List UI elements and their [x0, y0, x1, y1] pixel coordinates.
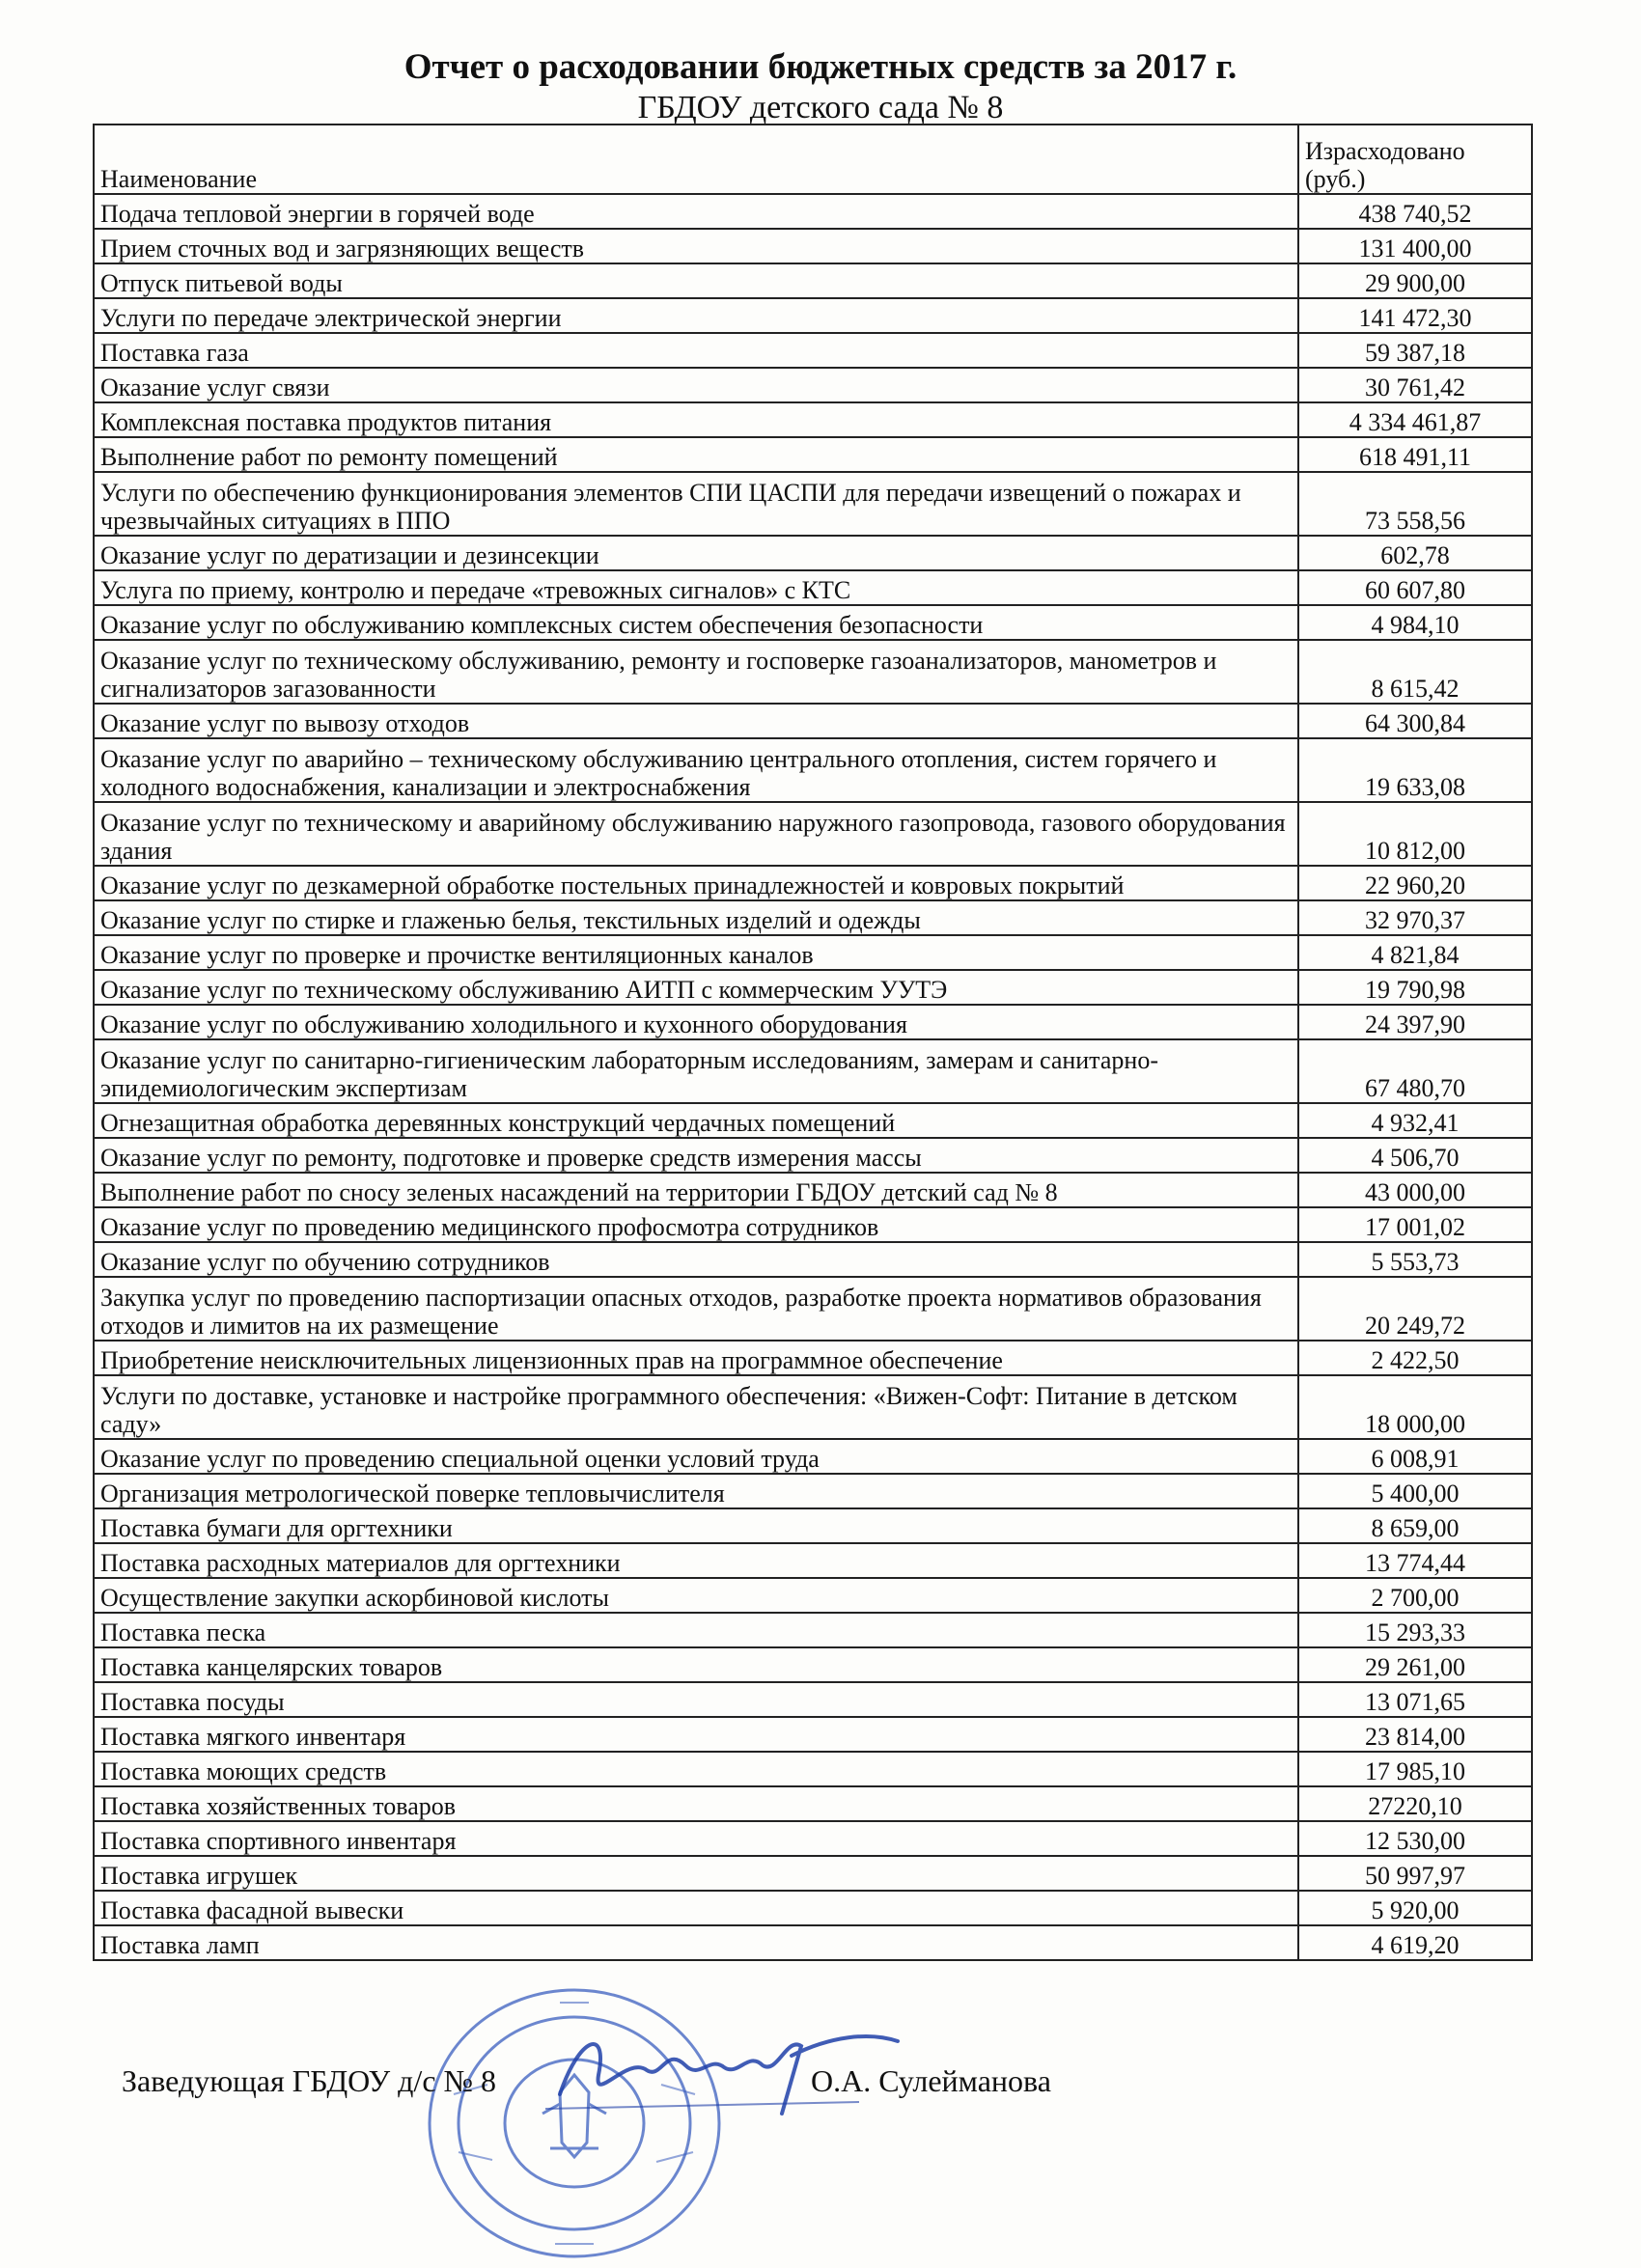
- expense-amount: 4 932,41: [1298, 1103, 1532, 1138]
- expense-amount: 13 071,65: [1298, 1682, 1532, 1717]
- expense-name: Поставка моющих средств: [94, 1752, 1298, 1786]
- expense-name: Оказание услуг по санитарно-гигиеническим лабораторным исследованиям, замерам и санитарно-эпидемиологическим экспертизам: [94, 1039, 1298, 1103]
- table-row: [94, 935, 1532, 970]
- expense-name: Поставка бумаги для оргтехники: [94, 1508, 1298, 1543]
- expense-amount: 131 400,00: [1298, 229, 1532, 263]
- table-row: [94, 1786, 1532, 1821]
- table-row: [94, 1277, 1532, 1341]
- table-row: [94, 194, 1532, 229]
- table-row: [94, 1173, 1532, 1207]
- table-row: [94, 298, 1532, 333]
- expense-name: Оказание услуг по техническому обслуживанию, ремонту и госповерке газоанализаторов, манометров и сигнализаторов загазованности: [94, 640, 1298, 704]
- signatory-name: О.А. Сулейманова: [811, 2063, 1051, 2098]
- expense-name: Оказание услуг по аварийно – техническому обслуживанию центрального отопления, систем горячего и холодного водоснабжения, канализации и электроснабжения: [94, 738, 1298, 802]
- table-row: [94, 570, 1532, 605]
- table-row: [94, 472, 1532, 536]
- table-row: [94, 1242, 1532, 1277]
- expense-amount: 618 491,11: [1298, 437, 1532, 472]
- expense-amount: 24 397,90: [1298, 1005, 1532, 1039]
- table-row: [94, 1682, 1532, 1717]
- table-row: [94, 1821, 1532, 1856]
- table-row: [94, 866, 1532, 900]
- expense-name: Оказание услуг по ремонту, подготовке и проверке средств измерения массы: [94, 1138, 1298, 1173]
- expense-amount: 5 553,73: [1298, 1242, 1532, 1277]
- expense-amount: 50 997,97: [1298, 1856, 1532, 1891]
- table-row: [94, 229, 1532, 263]
- table-row: [94, 1508, 1532, 1543]
- expense-amount: 29 261,00: [1298, 1647, 1532, 1682]
- expense-amount: 8 659,00: [1298, 1508, 1532, 1543]
- expense-amount: 4 821,84: [1298, 935, 1532, 970]
- expense-name: Поставка расходных материалов для оргтехники: [94, 1543, 1298, 1578]
- expense-name: Оказание услуг по обслуживанию холодильного и кухонного оборудования: [94, 1005, 1298, 1039]
- table-row: [94, 1647, 1532, 1682]
- table-row: [94, 640, 1532, 704]
- expense-name: Поставка спортивного инвентаря: [94, 1821, 1298, 1856]
- expense-name: Осуществление закупки аскорбиновой кислоты: [94, 1578, 1298, 1613]
- expense-name: Оказание услуг по проверке и прочистке вентиляционных каналов: [94, 935, 1298, 970]
- expense-name: Комплексная поставка продуктов питания: [94, 402, 1298, 437]
- table-row: [94, 738, 1532, 802]
- table-row: [94, 1717, 1532, 1752]
- expense-amount: 2 422,50: [1298, 1341, 1532, 1375]
- expense-name: Выполнение работ по сносу зеленых насаждений на территории ГБДОУ детский сад № 8: [94, 1173, 1298, 1207]
- expense-name: Оказание услуг по дератизации и дезинсекции: [94, 536, 1298, 570]
- expense-table: [93, 124, 1533, 1961]
- expense-name: Поставка фасадной вывески: [94, 1891, 1298, 1925]
- expense-amount: 64 300,84: [1298, 704, 1532, 738]
- expense-name: Оказание услуг связи: [94, 368, 1298, 402]
- expense-name: Оказание услуг по вывозу отходов: [94, 704, 1298, 738]
- expense-amount: 6 008,91: [1298, 1439, 1532, 1474]
- expense-amount: 10 812,00: [1298, 802, 1532, 866]
- table-row: [94, 605, 1532, 640]
- expense-amount: 5 920,00: [1298, 1891, 1532, 1925]
- expense-amount: 2 700,00: [1298, 1578, 1532, 1613]
- table-row: [94, 1103, 1532, 1138]
- expense-amount: 73 558,56: [1298, 472, 1532, 536]
- expense-name: Поставка канцелярских товаров: [94, 1647, 1298, 1682]
- expense-amount: 67 480,70: [1298, 1039, 1532, 1103]
- column-header-amount: Израсходовано (руб.): [1298, 124, 1532, 194]
- table-row: [94, 900, 1532, 935]
- table-row: [94, 970, 1532, 1005]
- expense-amount: 141 472,30: [1298, 298, 1532, 333]
- table-row: [94, 1005, 1532, 1039]
- expense-amount: 4 506,70: [1298, 1138, 1532, 1173]
- expense-amount: 19 633,08: [1298, 738, 1532, 802]
- table-row: [94, 333, 1532, 368]
- expense-name: Оказание услуг по дезкамерной обработке постельных принадлежностей и ковровых покрытий: [94, 866, 1298, 900]
- expense-amount: 27220,10: [1298, 1786, 1532, 1821]
- expense-amount: 4 984,10: [1298, 605, 1532, 640]
- expense-name: Поставка мягкого инвентаря: [94, 1717, 1298, 1752]
- table-row: [94, 437, 1532, 472]
- expense-amount: 4 619,20: [1298, 1925, 1532, 1960]
- expense-name: Оказание услуг по проведению специальной оценки условий труда: [94, 1439, 1298, 1474]
- table-row: [94, 1925, 1532, 1960]
- expense-amount: 17 001,02: [1298, 1207, 1532, 1242]
- column-header-name: Наименование: [94, 124, 1298, 194]
- expense-name: Услуги по доставке, установке и настройке программного обеспечения: «Вижен-Софт: Питание в детском саду»: [94, 1375, 1298, 1439]
- expense-amount: 60 607,80: [1298, 570, 1532, 605]
- expense-amount: 15 293,33: [1298, 1613, 1532, 1647]
- table-row: [94, 1891, 1532, 1925]
- expense-name: Выполнение работ по ремонту помещений: [94, 437, 1298, 472]
- expense-amount: 23 814,00: [1298, 1717, 1532, 1752]
- table-row: [94, 536, 1532, 570]
- table-row: [94, 1439, 1532, 1474]
- expense-amount: 22 960,20: [1298, 866, 1532, 900]
- expense-name: Оказание услуг по техническому и аварийному обслуживанию наружного газопровода, газового оборудования здания: [94, 802, 1298, 866]
- expense-amount: 13 774,44: [1298, 1543, 1532, 1578]
- table-row: [94, 1543, 1532, 1578]
- expense-amount: 19 790,98: [1298, 970, 1532, 1005]
- expense-name: Организация метрологической поверке тепловычислителя: [94, 1474, 1298, 1508]
- table-row: [94, 368, 1532, 402]
- expense-name: Поставка песка: [94, 1613, 1298, 1647]
- table-row: [94, 1138, 1532, 1173]
- expense-name: Услуги по обеспечению функционирования элементов СПИ ЦАСПИ для передачи извещений о пожарах и чрезвычайных ситуациях в ППО: [94, 472, 1298, 536]
- expense-amount: 438 740,52: [1298, 194, 1532, 229]
- table-row: [94, 1856, 1532, 1891]
- expense-amount: 12 530,00: [1298, 1821, 1532, 1856]
- expense-name: Подача тепловой энергии в горячей воде: [94, 194, 1298, 229]
- expense-name: Поставка игрушек: [94, 1856, 1298, 1891]
- expense-amount: 8 615,42: [1298, 640, 1532, 704]
- table-row: [94, 1474, 1532, 1508]
- table-row: [94, 1752, 1532, 1786]
- expense-amount: 20 249,72: [1298, 1277, 1532, 1341]
- table-row: [94, 802, 1532, 866]
- expense-amount: 30 761,42: [1298, 368, 1532, 402]
- expense-amount: 32 970,37: [1298, 900, 1532, 935]
- expense-name: Оказание услуг по стирке и глаженью белья, текстильных изделий и одежды: [94, 900, 1298, 935]
- table-row: [94, 1578, 1532, 1613]
- table-header-row: [94, 124, 1532, 194]
- expense-amount: 5 400,00: [1298, 1474, 1532, 1508]
- document-subtitle: ГБДОУ детского сада № 8: [637, 90, 1004, 125]
- expense-amount: 18 000,00: [1298, 1375, 1532, 1439]
- expense-name: Оказание услуг по обслуживанию комплексных систем обеспечения безопасности: [94, 605, 1298, 640]
- table-row: [94, 1613, 1532, 1647]
- expense-name: Поставка хозяйственных товаров: [94, 1786, 1298, 1821]
- document-title: Отчет о расходовании бюджетных средств за 2017 г.: [403, 47, 1238, 87]
- expense-name: Поставка ламп: [94, 1925, 1298, 1960]
- expense-name: Огнезащитная обработка деревянных конструкций чердачных помещений: [94, 1103, 1298, 1138]
- expense-amount: 602,78: [1298, 536, 1532, 570]
- expense-amount: 59 387,18: [1298, 333, 1532, 368]
- expense-name: Оказание услуг по проведению медицинского профосмотра сотрудников: [94, 1207, 1298, 1242]
- table-body: [94, 194, 1532, 1960]
- expense-name: Отпуск питьевой воды: [94, 263, 1298, 298]
- table-row: [94, 1039, 1532, 1103]
- expense-name: Закупка услуг по проведению паспортизации опасных отходов, разработке проекта нормативов образования отходов и лимитов на их размещение: [94, 1277, 1298, 1341]
- expense-name: Прием сточных вод и загрязняющих веществ: [94, 229, 1298, 263]
- table-row: [94, 704, 1532, 738]
- expense-name: Поставка посуды: [94, 1682, 1298, 1717]
- expense-amount: 43 000,00: [1298, 1173, 1532, 1207]
- expense-name: Оказание услуг по техническому обслуживанию АИТП с коммерческим УУТЭ: [94, 970, 1298, 1005]
- signatory-position: Заведующая ГБДОУ д/с № 8: [122, 2063, 497, 2098]
- expense-name: Поставка газа: [94, 333, 1298, 368]
- table-row: [94, 1341, 1532, 1375]
- table-row: [94, 1207, 1532, 1242]
- table-row: [94, 263, 1532, 298]
- expense-name: Услуга по приему, контролю и передаче «тревожных сигналов» с КТС: [94, 570, 1298, 605]
- expense-name: Оказание услуг по обучению сотрудников: [94, 1242, 1298, 1277]
- table-row: [94, 402, 1532, 437]
- expense-name: Услуги по передаче электрической энергии: [94, 298, 1298, 333]
- expense-amount: 4 334 461,87: [1298, 402, 1532, 437]
- expense-amount: 29 900,00: [1298, 263, 1532, 298]
- expense-name: Приобретение неисключительных лицензионных прав на программное обеспечение: [94, 1341, 1298, 1375]
- table-row: [94, 1375, 1532, 1439]
- expense-amount: 17 985,10: [1298, 1752, 1532, 1786]
